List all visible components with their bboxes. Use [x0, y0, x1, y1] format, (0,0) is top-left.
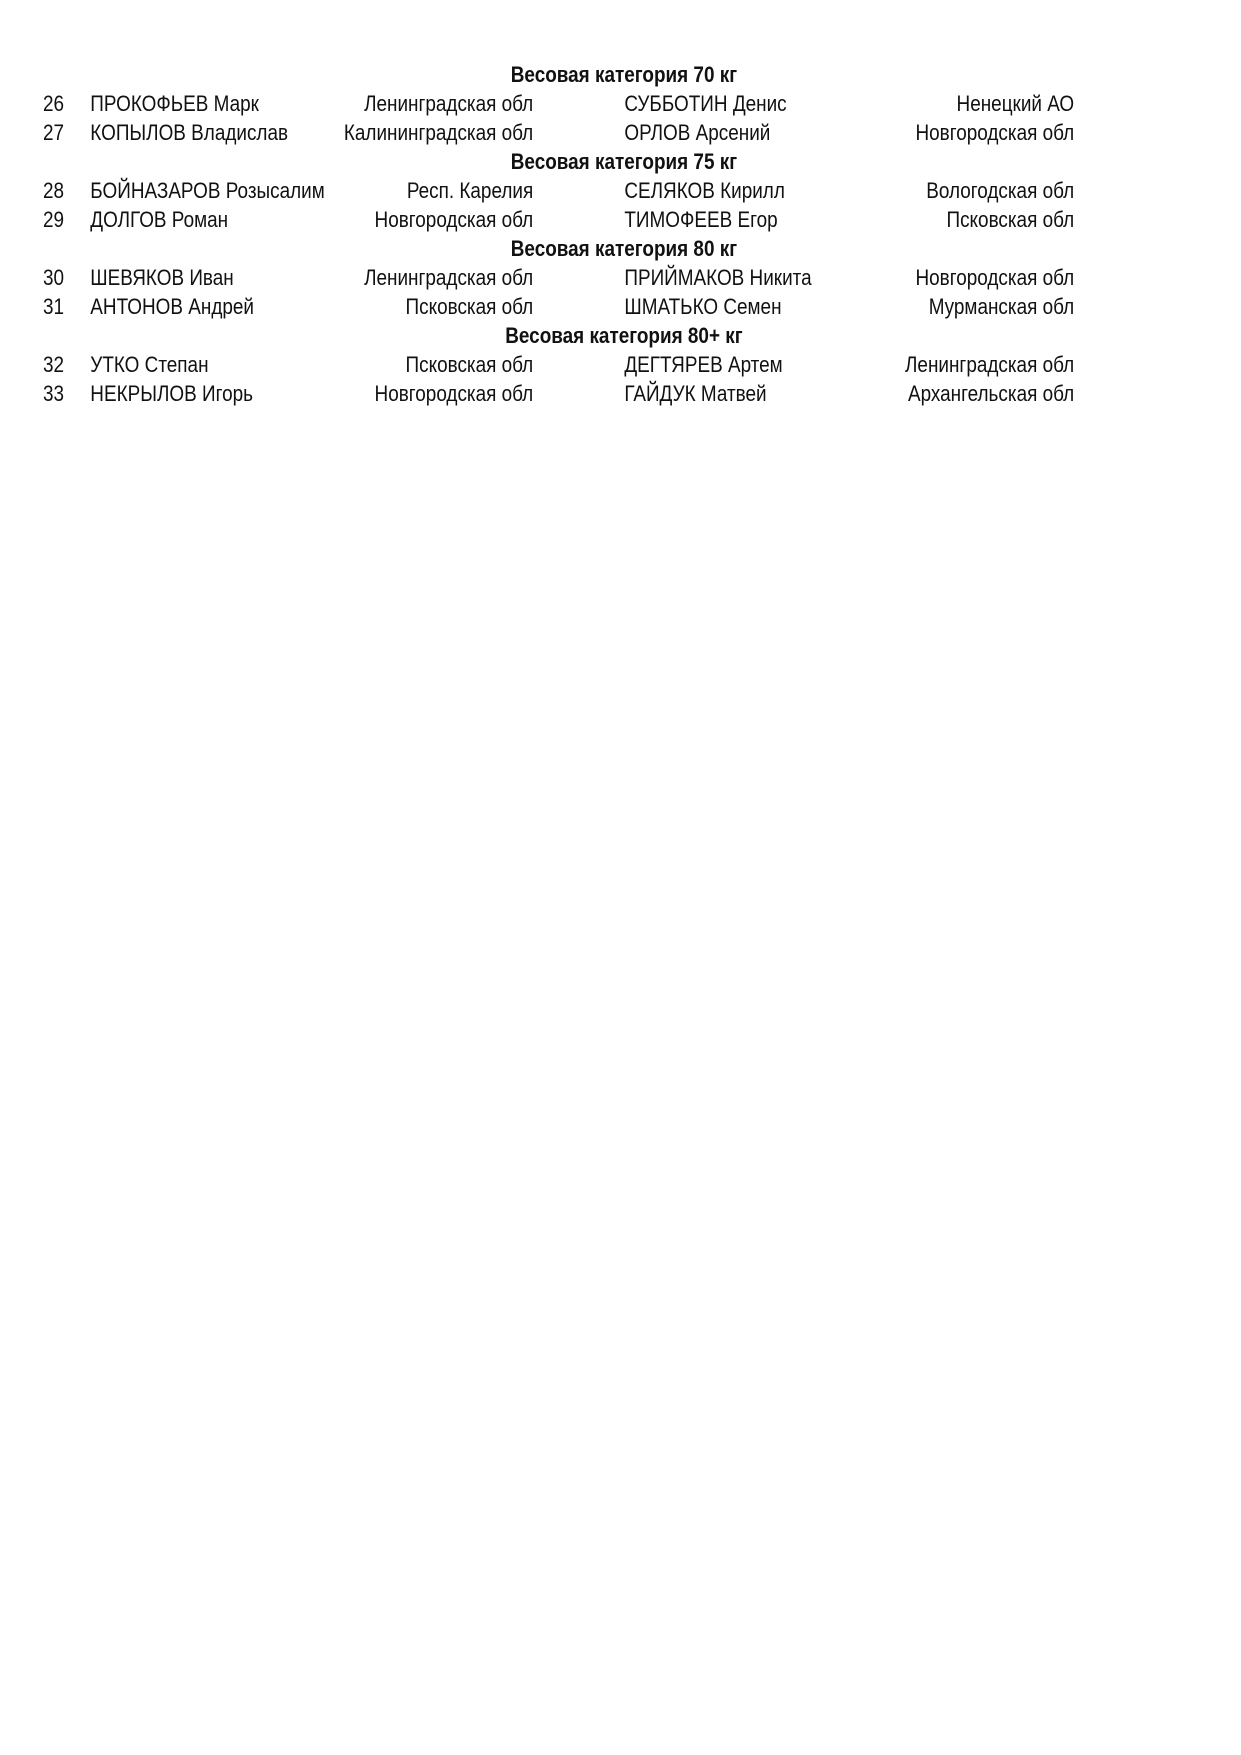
weight-category-heading: Весовая категория 70 кг — [510, 62, 738, 87]
bout-list — [0, 60, 1241, 408]
athlete-name-second: ТИМОФЕЕВ Егор — [624, 207, 778, 232]
athlete-region-first: Псковская обл — [405, 352, 534, 377]
weight-category-heading: Весовая категория 80+ кг — [505, 323, 743, 348]
bout-row — [0, 89, 1241, 118]
athlete-name-first: БОЙНАЗАРОВ Розысалим — [90, 178, 325, 203]
bout-list-document — [0, 60, 1075, 408]
athlete-region-first: Респ. Карелия — [406, 178, 534, 203]
athlete-name-second: ДЕГТЯРЕВ Артем — [624, 352, 783, 377]
bout-number: 26 — [43, 91, 65, 116]
weight-category-heading: Весовая категория 80 кг — [510, 236, 738, 261]
bout-number: 29 — [43, 207, 65, 232]
athlete-name-second: СЕЛЯКОВ Кирилл — [624, 178, 785, 203]
bout-row — [0, 263, 1241, 292]
athlete-name-first: НЕКРЫЛОВ Игорь — [90, 381, 253, 406]
bout-number: 30 — [43, 265, 65, 290]
athlete-region-second: Новгородская обл — [915, 120, 1075, 145]
athlete-region-first: Ленинградская обл — [364, 265, 534, 290]
weight-category-heading: Весовая категория 75 кг — [510, 149, 738, 174]
athlete-name-first: УТКО Степан — [90, 352, 209, 377]
bout-row — [0, 176, 1241, 205]
bout-row — [0, 205, 1241, 234]
bout-number: 27 — [43, 120, 65, 145]
athlete-region-first: Псковская обл — [405, 294, 534, 319]
athlete-region-second: Вологодская обл — [926, 178, 1075, 203]
athlete-region-first: Новгородская обл — [374, 381, 534, 406]
athlete-name-second: ГАЙДУК Матвей — [624, 381, 767, 406]
athlete-region-second: Псковская обл — [946, 207, 1075, 232]
athlete-region-second: Новгородская обл — [915, 265, 1075, 290]
bout-number: 33 — [43, 381, 65, 406]
bout-number: 31 — [43, 294, 65, 319]
athlete-region-second: Мурманская обл — [928, 294, 1075, 319]
athlete-name-second: ОРЛОВ Арсений — [624, 120, 771, 145]
athlete-region-first: Ленинградская обл — [364, 91, 534, 116]
bout-row — [0, 350, 1241, 379]
athlete-name-first: ШЕВЯКОВ Иван — [90, 265, 234, 290]
bout-row — [0, 118, 1241, 147]
athlete-region-second: Ненецкий АО — [956, 91, 1075, 116]
athlete-region-first: Новгородская обл — [374, 207, 534, 232]
bout-number: 28 — [43, 178, 65, 203]
athlete-name-first: КОПЫЛОВ Владислав — [90, 120, 289, 145]
bout-row — [0, 379, 1241, 408]
athlete-name-second: ПРИЙМАКОВ Никита — [624, 265, 812, 290]
athlete-region-second: Архангельская обл — [907, 381, 1075, 406]
athlete-region-first: Калининградская обл — [343, 120, 534, 145]
bout-row — [0, 292, 1241, 321]
athlete-name-second: ШМАТЬКО Семен — [624, 294, 782, 319]
athlete-name-first: ПРОКОФЬЕВ Марк — [90, 91, 259, 116]
athlete-region-second: Ленинградская обл — [905, 352, 1075, 377]
athlete-name-first: АНТОНОВ Андрей — [90, 294, 254, 319]
athlete-name-second: СУББОТИН Денис — [624, 91, 787, 116]
bout-number: 32 — [43, 352, 65, 377]
athlete-name-first: ДОЛГОВ Роман — [90, 207, 229, 232]
